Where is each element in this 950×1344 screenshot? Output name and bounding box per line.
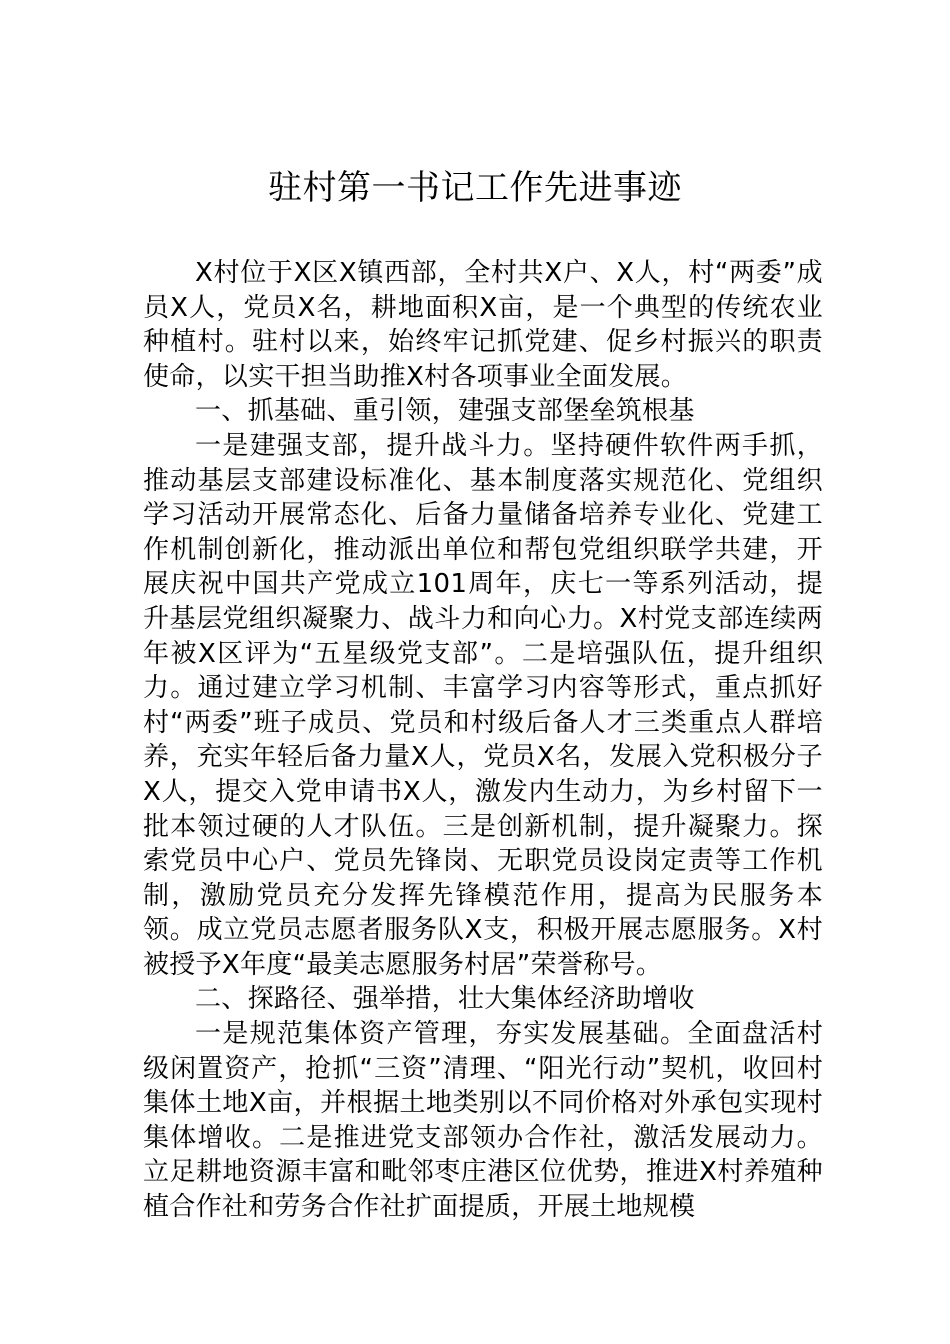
document-title: 驻村第一书记工作先进事迹 [268, 168, 682, 208]
section-heading-2: 二、探路径、强举措，壮大集体经济助增收 [195, 984, 695, 1015]
section-heading-1: 一、抓基础、重引领，建强支部堡垒筑根基 [195, 396, 695, 427]
intro-paragraph: X村位于X区X镇西部，全村共X户、X人，村“两委”成员X人，党员X名，耕地面积X亩，是一个典型的传统农业种植村。驻村以来，始终牢记抓党建、促乡村振兴的职责使命，以实干担当助推X村各项事业全面发展。 [143, 258, 823, 392]
section-1-paragraph: 一是建强支部，提升战斗力。坚持硬件软件两手抓，推动基层支部建设标准化、基本制度落实规范化、党组织学习活动开展常态化、后备力量储备培养专业化、党建工作机制创新化，推动派出单位和帮包党组织联学共建，开展庆祝中国共产党成立101周年，庆七一等系列活动，提升基层党组织凝聚力、战斗力和向心力。X村党支部连续两年被X区评为“五星级党支部”。二是培强队伍，提升组织力。通过建立学习机制、丰富学习内容等形式，重点抓好村“两委”班子成员、党员和村级后备人才三类重点人群培养，充实年轻后备力量X人，党员X名，发展入党积极分子X人，提交入党申请书X人，激发内生动力，为乡村留下一批本领过硬的人才队伍。三是创新机制，提升凝聚力。探索党员中心户、党员先锋岗、无职党员设岗定责等工作机制，激励党员充分发挥先锋模范作用，提高为民服务本领。成立党员志愿者服务队X支，积极开展志愿服务。X村被授予X年度“最美志愿服务村居”荣誉称号。 [143, 430, 823, 980]
document-body [143, 256, 823, 1225]
section-2-paragraph: 一是规范集体资产管理，夯实发展基础。全面盘活村级闲置资产，抢抓“三资”清理、“阳光行动”契机，收回村集体土地X亩，并根据土地类别以不同价格对外承包实现村集体增收。二是推进党支部领办合作社，激活发展动力。立足耕地资源丰富和毗邻枣庄港区位优势，推进X村养殖种植合作社和劳务合作社扩面提质，开展土地规模 [143, 1019, 823, 1223]
